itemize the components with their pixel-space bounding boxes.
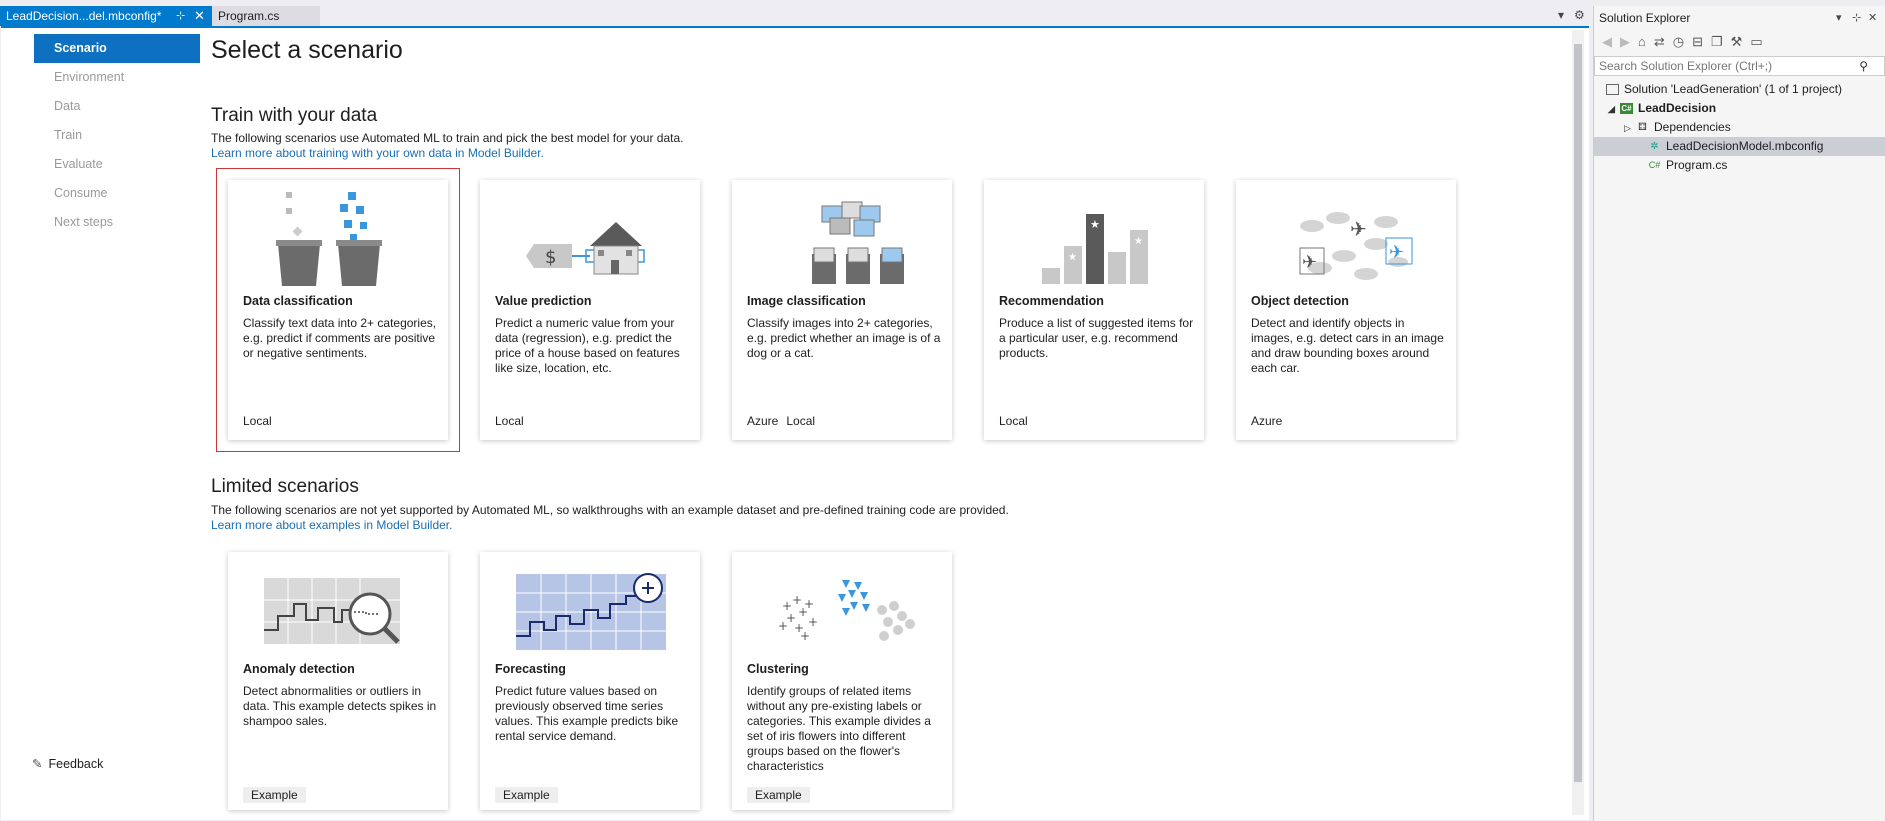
solution-explorer-toolbar [1602,34,1771,50]
tab-label: LeadDecision...del.mbconfig* [6,9,162,23]
tree-item-label: LeadDecisionModel.mbconfig [1666,139,1824,153]
back-icon[interactable]: ◀ [1602,34,1620,49]
card-description: Predict future values based on previously observed time series values. This example predicts bike rental service demand. [495,684,679,743]
search-icon[interactable]: ⚲ [1859,59,1868,73]
solution-search-input[interactable] [1594,56,1885,76]
card-title: Anomaly detection [243,662,355,676]
csharp-project-icon: C# [1621,104,1632,114]
card-title: Recommendation [999,294,1104,308]
card-description: Predict a numeric value from your data (regression), e.g. predict the price of a house based on features like size, location, etc. [495,316,680,375]
svg-text:+: + [778,619,789,633]
svg-text:★: ★ [1090,218,1100,231]
home-icon[interactable]: ⌂ [1638,34,1654,49]
properties-icon[interactable]: ⚒ [1730,34,1751,49]
svg-text:$: $ [545,247,557,268]
tag-local: Local [495,414,524,428]
card-title: Image classification [747,294,866,308]
scenario-card-forecasting[interactable] [480,552,700,810]
card-description: Identify groups of related items without any pre-existing labels or categories. This example divides a set of iris flowers into different groups based on the flower's characteristics [747,684,931,773]
train-learn-more-link[interactable]: Learn more about training with your own data in Model Builder. [211,146,544,160]
feedback-button[interactable] [32,756,109,771]
card-title: Forecasting [495,662,566,676]
card-tags [747,414,823,428]
pin-icon[interactable]: ⊹ [176,10,186,22]
tree-item-program-cs[interactable] [1594,156,1885,175]
train-description: The following scenarios use Automated ML to train and pick the best model for your data. [211,131,684,145]
forward-icon[interactable]: ▶ [1620,34,1638,49]
tree-item-label: Program.cs [1666,158,1728,172]
scenario-card-data-classification[interactable] [228,180,448,440]
page-title: Select a scenario [211,36,403,64]
tab-label: Program.cs [218,9,280,23]
scenario-card-recommendation[interactable] [984,180,1204,440]
close-icon[interactable]: ✕ [194,8,205,23]
card-description: Detect and identify objects in images, e.g. detect cars in an image and draw bounding boxes around each car. [1251,316,1444,375]
recommendation-illustration [994,188,1194,288]
forecasting-illustration [490,560,690,660]
card-tags [495,414,532,428]
feedback-label: Feedback [48,757,104,771]
svg-text:+: + [804,597,815,611]
nav-item-environment[interactable]: Environment [54,70,125,84]
anomaly-detection-illustration [238,560,438,660]
tree-item-project[interactable] [1594,99,1885,118]
train-heading: Train with your data [211,105,378,126]
svg-text:★: ★ [1068,252,1077,263]
scenario-card-clustering[interactable] [732,552,952,810]
card-tags [747,788,818,802]
value-prediction-illustration [490,188,690,288]
card-title: Value prediction [495,294,592,308]
nav-item-train[interactable]: Train [54,128,83,142]
pin-icon[interactable]: ⊹ [1852,12,1862,24]
csharp-file-icon: C# [1648,160,1661,171]
clustering-illustration [742,560,942,660]
preview-icon[interactable]: ▭ [1750,34,1771,49]
tag-local: Local [999,414,1028,428]
card-tags [1251,414,1290,428]
tag-local: Local [243,414,272,428]
svg-text:+: + [794,621,805,635]
limited-description: The following scenarios are not yet supported by Automated ML, so walkthroughs with an example dataset and pre-defined training code are provided. [211,503,1009,517]
svg-text:+: + [798,605,809,619]
image-classification-illustration [742,188,942,288]
gear-icon[interactable]: ⚙ [1574,8,1585,22]
tag-example: Example [747,787,810,803]
tag-local: Local [786,414,816,428]
tree-item-label: Solution 'LeadGeneration' (1 of 1 project) [1624,82,1843,96]
tab-program-cs[interactable] [212,6,320,26]
card-description: Classify text data into 2+ categories, e.g. predict if comments are positive or negative sentiments. [243,316,437,360]
tag-azure: Azure [1251,414,1283,428]
svg-text:+: + [786,611,797,625]
nav-item-consume[interactable]: Consume [54,186,108,200]
solution-explorer-panel [1593,6,1885,821]
solution-icon [1606,84,1619,95]
history-icon[interactable]: ◷ [1672,34,1693,49]
tree-item-solution[interactable] [1594,80,1885,99]
limited-learn-more-link[interactable]: Learn more about examples in Model Builder. [211,518,453,532]
data-classification-illustration [238,188,438,288]
search-placeholder: Search Solution Explorer (Ctrl+;) [1599,59,1773,73]
card-title: Data classification [243,294,353,308]
card-title: Object detection [1251,294,1349,308]
card-tags [243,788,314,802]
svg-text:+: + [782,599,793,613]
feedback-icon: ✎ [32,757,43,771]
dependencies-icon: ⚃ [1638,122,1647,134]
tree-item-dependencies[interactable] [1594,118,1885,137]
scenario-card-value-prediction[interactable] [480,180,700,440]
tab-dropdown-icon[interactable]: ▾ [1558,8,1565,22]
step-navigation [34,34,200,237]
card-tags [495,788,566,802]
svg-text:+: + [792,593,803,607]
tag-example: Example [243,787,306,803]
tree-item-label: Dependencies [1654,120,1731,134]
tab-mbconfig[interactable] [0,6,212,26]
panel-title: Solution Explorer [1599,11,1691,25]
collapse-arrow-icon[interactable]: ▷ [1624,123,1631,133]
svg-text:✈: ✈ [1350,217,1367,241]
svg-text:+: + [800,629,811,643]
card-title: Clustering [747,662,809,676]
solution-tree [1594,80,1885,175]
scenario-card-image-classification[interactable] [732,180,952,440]
expand-arrow-icon[interactable]: ◢ [1608,104,1615,114]
switch-views-icon[interactable]: ⇄ [1653,34,1673,49]
scenario-card-object-detection[interactable] [1236,180,1456,440]
object-detection-illustration [1246,188,1446,288]
limited-heading: Limited scenarios [211,476,359,497]
tag-azure: Azure [747,414,779,428]
card-description: Classify images into 2+ categories, e.g. predict whether an image is of a dog or a cat. [747,316,941,360]
tree-item-label: LeadDecision [1638,101,1717,115]
collapse-all-icon[interactable]: ⊟ [1692,34,1712,49]
document-tab-bar [0,6,1590,26]
close-icon[interactable]: ✕ [1868,12,1878,24]
nav-item-scenario[interactable]: Scenario [34,34,200,63]
nav-item-data[interactable]: Data [54,99,81,113]
svg-text:✈: ✈ [1302,252,1318,273]
mbconfig-icon: ✲ [1650,141,1659,153]
document-scrollbar[interactable] [1572,30,1584,815]
card-description: Produce a list of suggested items for a particular user, e.g. recommend products. [999,316,1194,360]
panel-menu-icon[interactable]: ▾ [1836,12,1842,24]
svg-text:★: ★ [1134,236,1143,247]
card-tags [243,414,280,428]
card-tags [999,414,1036,428]
svg-text:✈: ✈ [1389,242,1405,263]
nav-item-evaluate[interactable]: Evaluate [54,157,103,171]
svg-text:+: + [808,615,819,629]
show-all-files-icon[interactable]: ❐ [1711,34,1731,49]
tag-example: Example [495,787,558,803]
scrollbar-thumb[interactable] [1574,44,1582,782]
nav-item-next-steps[interactable]: Next steps [54,215,114,229]
tree-item-mbconfig[interactable] [1594,137,1885,156]
card-description: Detect abnormalities or outliers in data. This example detects spikes in shampoo sales. [243,684,437,728]
scenario-card-anomaly-detection[interactable] [228,552,448,810]
